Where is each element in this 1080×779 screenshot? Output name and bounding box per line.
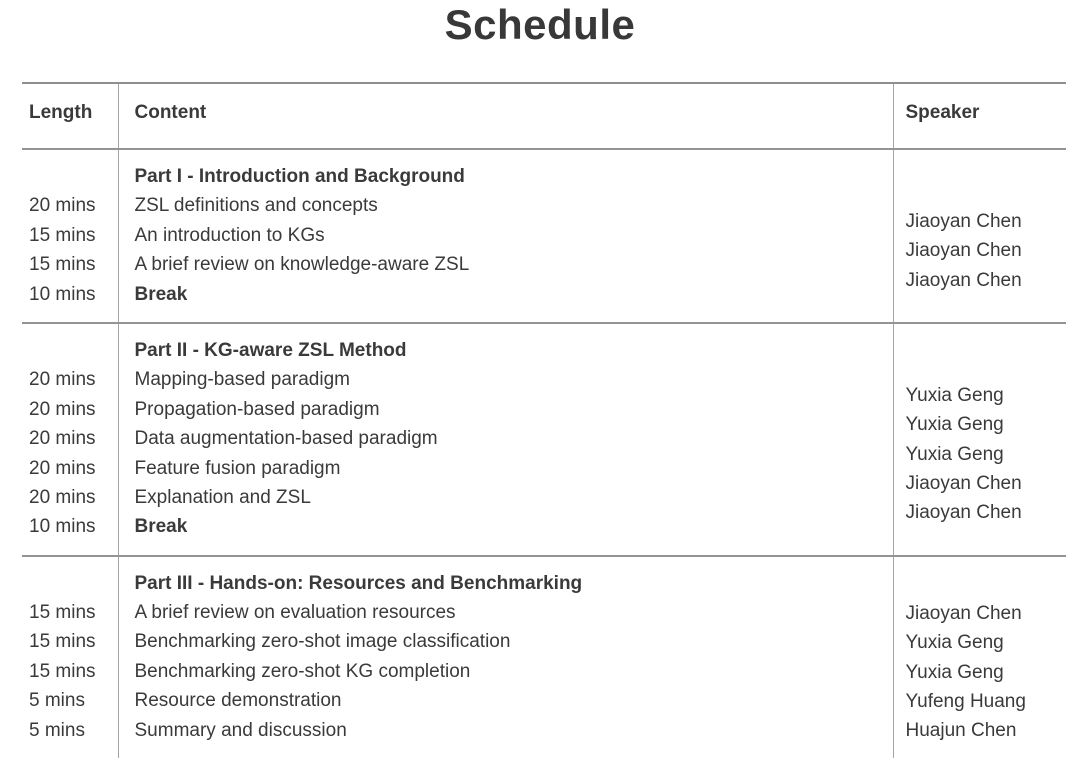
speaker-name: Jiaoyan Chen [905,502,1022,524]
length-value: 15 mins [29,254,96,276]
speaker-name: Yuxia Geng [905,632,1004,654]
length-value: 20 mins [29,486,96,508]
length-cell [22,556,118,758]
content-heading: Break [134,516,188,538]
speaker-name: Yuxia Geng [905,443,1004,465]
speaker-cell [893,149,1066,323]
speaker-name: Yuxia Geng [905,661,1004,683]
content-heading: Part I - Introduction and Background [134,166,465,187]
content-heading: Part II - KG-aware ZSL Method [134,339,407,361]
content-cell [118,556,893,758]
content-cell [118,323,893,556]
content-item: A brief review on knowledge-aware ZSL [134,254,470,276]
content-item: ZSL definitions and concepts [134,195,378,217]
content-heading: Break [134,283,188,305]
content-item: A brief review on evaluation resources [134,602,456,624]
speaker-name: Jiaoyan Chen [905,210,1022,232]
length-value [29,569,117,598]
content-heading: Part III - Hands-on: Resources and Benchmarking [134,572,583,594]
content-item: Mapping-based paradigm [134,369,350,391]
length-value: 20 mins [29,398,96,420]
column-header-speaker: Speaker [893,83,1066,149]
content-item: Feature fusion paradigm [134,457,341,479]
page-title: Schedule [444,1,636,48]
schedule-section-row [22,149,1066,323]
speaker-name: Jiaoyan Chen [905,240,1022,262]
speaker-name: Jiaoyan Chen [905,269,1022,291]
speaker-name: Huajun Chen [905,720,1017,742]
content-item: Summary and discussion [134,719,347,741]
schedule-section-row [22,323,1066,556]
length-cell [22,323,118,556]
content-item: Benchmarking zero-shot image classification [134,631,511,653]
speaker-name: Yuxia Geng [905,414,1004,436]
content-cell [118,149,893,323]
content-item: Propagation-based paradigm [134,398,380,420]
table-header [22,83,1066,149]
length-value: 5 mins [29,690,85,712]
speaker-cell [893,556,1066,758]
content-item: Explanation and ZSL [134,486,311,508]
length-value: 10 mins [29,283,96,305]
column-header-content: Content [118,83,893,149]
speaker-name: Yuxia Geng [905,384,1004,406]
length-value: 20 mins [29,369,96,391]
length-value: 15 mins [29,631,96,653]
schedule-table [22,82,1066,758]
length-value: 20 mins [29,428,96,450]
schedule-section-row [22,556,1066,758]
column-header-length: Length [22,83,118,149]
content-item: An introduction to KGs [134,224,325,246]
speaker-name: Yufeng Huang [905,691,1026,713]
length-value [29,162,117,191]
length-value [29,336,117,365]
length-value: 20 mins [29,457,96,479]
length-cell [22,149,118,323]
length-value: 15 mins [29,602,96,624]
length-value: 15 mins [29,224,96,246]
speaker-name: Jiaoyan Chen [905,473,1022,495]
speaker-cell [893,323,1066,556]
table-body [22,149,1066,758]
length-value: 10 mins [29,516,96,538]
content-item: Benchmarking zero-shot KG completion [134,660,471,682]
content-item: Data augmentation-based paradigm [134,428,438,450]
length-value: 15 mins [29,660,96,682]
length-value: 5 mins [29,719,85,741]
header-row [22,83,1066,149]
length-value: 20 mins [29,195,96,217]
content-item: Resource demonstration [134,690,342,712]
speaker-name: Jiaoyan Chen [905,602,1022,624]
